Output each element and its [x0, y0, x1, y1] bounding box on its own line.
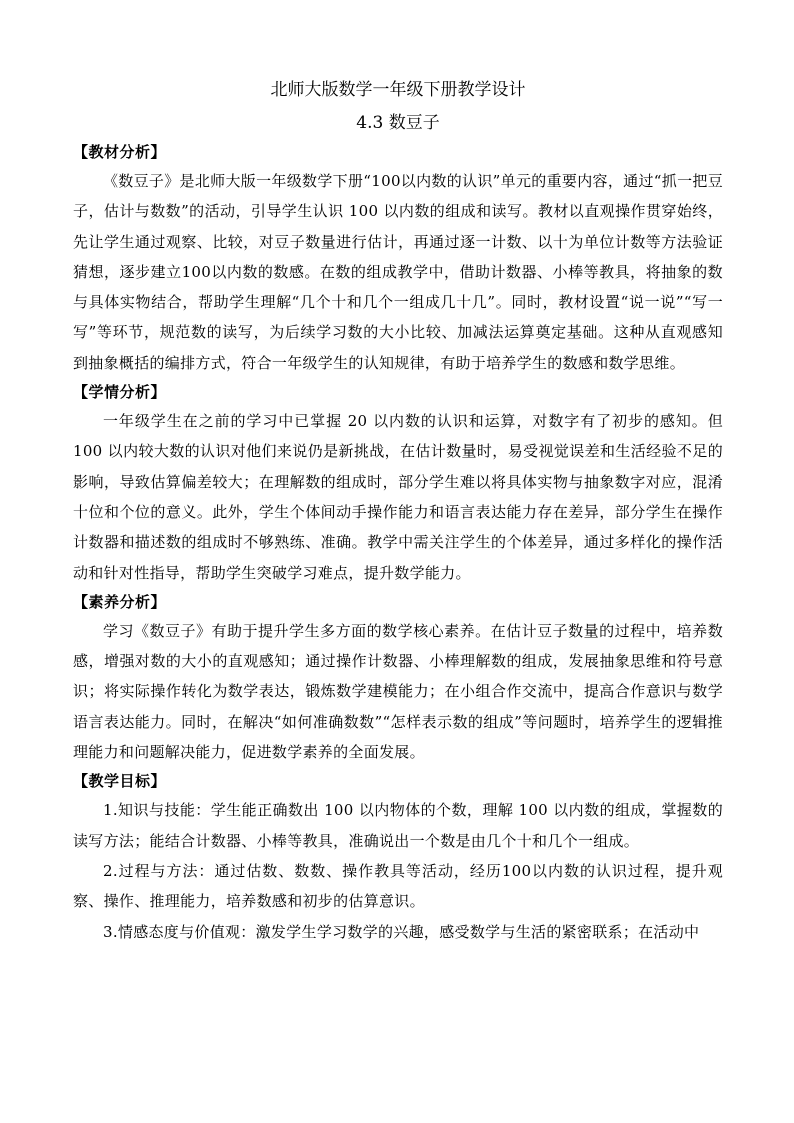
paragraph: 《数豆子》是北师大版一年级数学下册“100以内数的认识”单元的重要内容，通过“抓一把豆子，估计与数数”的活动，引导学生认识 100 以内数的组成和读写。教材以直观操作贯穿始终，先让学生通过观察、比较，对豆子数量进行估计，再通过逐一计数、以十为单位计数等方法验证猜想，逐步建立100以内数的数感。在数的组成教学中，借助计数器、小棒等教具，将抽象的数与具体实物结合，帮助学生理解“几个十和几个一组成几十几”。同时，教材设置“说一说”“写一写”等环节，规范数的读写，为后续学习数的大小比较、加减法运算奠定基础。这种从直观感知到抽象概括的编排方式，符合一年级学生的认知规律，有助于培养学生的数感和数学思维。 [73, 172, 723, 372]
section-teaching-objectives [73, 767, 723, 946]
section-heading: 【学情分析】 [73, 383, 167, 402]
objective-attitudes-values: 3.情感态度与价值观：激发学生学习数学的兴趣，感受数学与生活的紧密联系；在活动中 [103, 922, 700, 941]
paragraph: 学习《数豆子》有助于提升学生多方面的数学核心素养。在估计豆子数量的过程中，培养数感，增强对数的大小的直观感知；通过操作计数器、小棒理解数的组成，发展抽象思维和符号意识；将实际操作转化为数学表达，锻炼数学建模能力；在小组合作交流中，提高合作意识与数学语言表达能力。同时，在解决“如何准确数数”“怎样表示数的组成”等问题时，培养学生的逻辑推理能力和问题解决能力，促进数学素养的全面发展。 [73, 621, 723, 762]
section-literacy-analysis [73, 588, 723, 767]
section-heading: 【教材分析】 [73, 143, 167, 161]
section-heading: 【教学目标】 [73, 772, 167, 791]
document-title: 北师大版数学一年级下册教学设计 [270, 80, 526, 100]
lesson-title: 4.3 数豆子 [356, 113, 440, 133]
document-page [73, 76, 723, 947]
section-textbook-analysis [73, 138, 723, 378]
section-heading: 【素养分析】 [73, 592, 167, 611]
objective-knowledge-skills: 1.知识与技能：学生能正确数出 100 以内物体的个数，理解 100 以内数的组成，掌握数的读写方法；能结合计数器、小棒等教具，准确说出一个数是由几个十和几个一组成。 [73, 801, 723, 850]
paragraph: 一年级学生在之前的学习中已掌握 20 以内数的认识和运算，对数字有了初步的感知。但 100 以内较大数的认识对他们来说仍是新挑战，在估计数量时，易受视觉误差和生活经验不足的影响，导致估算偏差较大；在理解数的组成时，部分学生难以将具体实物与抽象数字对应，混淆十位和个位的意义。此外，学生个体间动手操作能力和语言表达能力存在差异，部分学生在操作计数器和描述数的组成时不够熟练、准确。教学中需关注学生的个体差异，通过多样化的操作活动和针对性指导，帮助学生突破学习难点，提升数学能力。 [73, 412, 723, 582]
objective-process-methods: 2.过程与方法：通过估数、数数、操作教具等活动，经历100以内数的认识过程，提升观察、操作、推理能力，培养数感和初步的估算意识。 [73, 861, 723, 911]
section-student-analysis [73, 378, 723, 588]
